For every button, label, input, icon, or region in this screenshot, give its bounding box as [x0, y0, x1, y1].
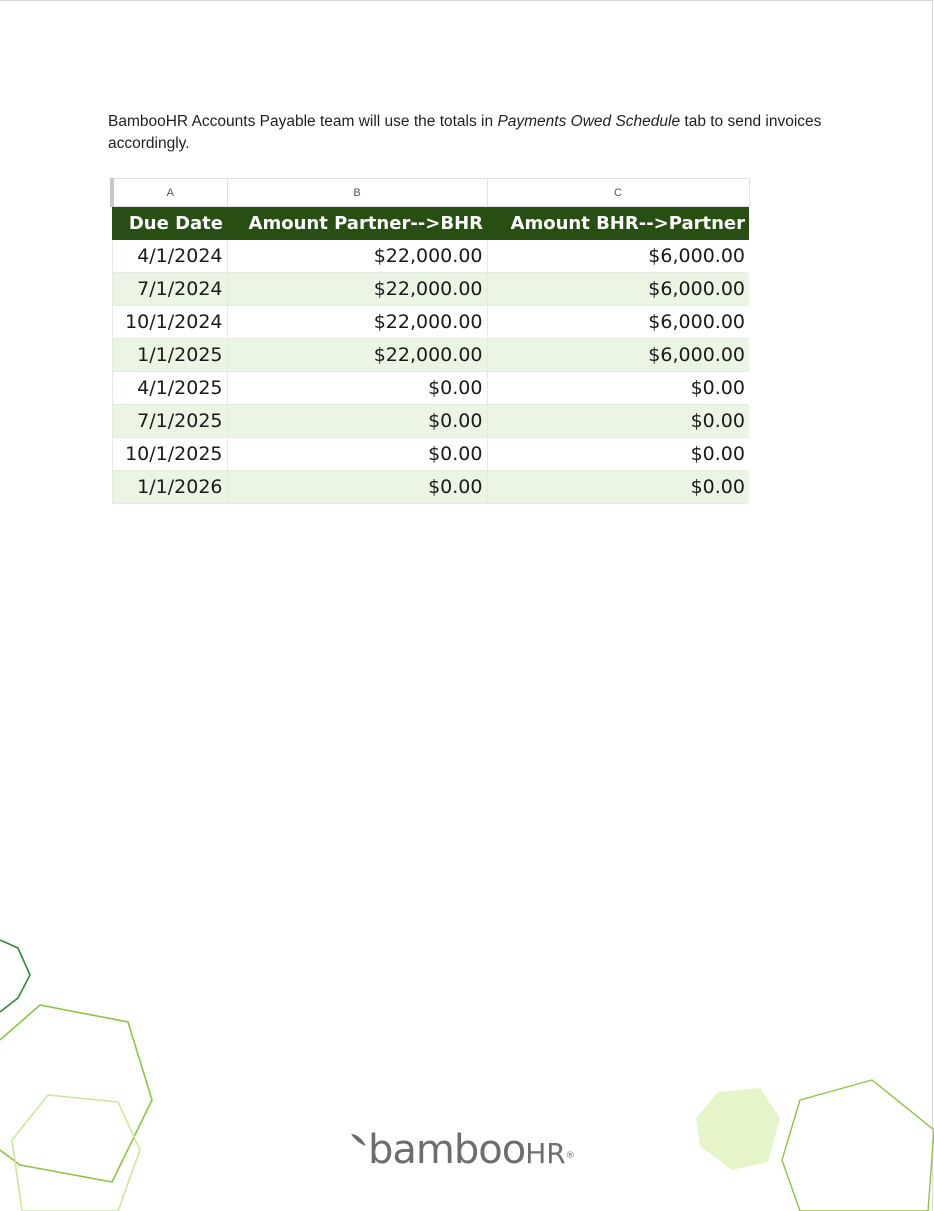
due-date-cell: 1/1/2025 [112, 339, 227, 372]
table-row [112, 372, 749, 405]
due-date-cell: 7/1/2024 [112, 273, 227, 306]
logo-registered-mark: ® [565, 1151, 574, 1161]
amount-bhr-to-partner-cell: $0.00 [487, 372, 749, 405]
column-letter-a: A [112, 179, 227, 207]
logo-word: bamboo [368, 1127, 526, 1173]
table-row [112, 438, 749, 471]
table-row [112, 471, 749, 504]
due-date-cell: 1/1/2026 [112, 471, 227, 504]
due-date-cell: 4/1/2024 [112, 240, 227, 273]
header-due-date: Due Date [112, 207, 227, 241]
header-amount-partner-to-bhr: Amount Partner-->BHR [227, 207, 487, 241]
table-row [112, 306, 749, 339]
due-date-cell: 4/1/2025 [112, 372, 227, 405]
amount-bhr-to-partner-cell: $0.00 [487, 471, 749, 504]
due-date-cell: 10/1/2025 [112, 438, 227, 471]
hexagon-filled-pale [696, 1088, 780, 1170]
amount-bhr-to-partner-cell: $6,000.00 [487, 306, 749, 339]
amount-bhr-to-partner-cell: $0.00 [487, 438, 749, 471]
intro-text-after: tab to send invoices accordingly. [108, 113, 822, 152]
intro-paragraph [108, 111, 848, 155]
amount-partner-to-bhr-cell: $0.00 [227, 405, 487, 438]
table-row [112, 273, 749, 306]
hexagon-outline-lime [0, 1005, 152, 1182]
bamboohr-logo [350, 1128, 590, 1172]
amount-bhr-to-partner-cell: $6,000.00 [487, 273, 749, 306]
amount-partner-to-bhr-cell: $22,000.00 [227, 306, 487, 339]
column-letter-b: B [227, 179, 487, 207]
amount-partner-to-bhr-cell: $22,000.00 [227, 273, 487, 306]
amount-partner-to-bhr-cell: $0.00 [227, 438, 487, 471]
column-letter-c: C [487, 179, 749, 207]
intro-tab-name: Payments Owed Schedule [497, 113, 681, 130]
amount-bhr-to-partner-cell: $6,000.00 [487, 339, 749, 372]
hexagon-outline-pale-lime [12, 1095, 140, 1211]
table-row [112, 240, 749, 273]
table-row [112, 405, 749, 438]
hexagon-outline-dark-green [0, 940, 30, 1012]
intro-text-before: BambooHR Accounts Payable team will use the totals in [108, 113, 498, 130]
amount-bhr-to-partner-cell: $0.00 [487, 405, 749, 438]
amount-partner-to-bhr-cell: $0.00 [227, 471, 487, 504]
amount-partner-to-bhr-cell: $0.00 [227, 372, 487, 405]
amount-bhr-to-partner-cell: $6,000.00 [487, 240, 749, 273]
header-row [112, 207, 749, 241]
table-row [112, 339, 749, 372]
amount-partner-to-bhr-cell: $22,000.00 [227, 240, 487, 273]
spreadsheet-table [110, 178, 747, 504]
column-letter-row [112, 179, 749, 207]
amount-partner-to-bhr-cell: $22,000.00 [227, 339, 487, 372]
due-date-cell: 10/1/2024 [112, 306, 227, 339]
logo-wordmark [368, 1128, 574, 1176]
logo-suffix: HR [525, 1137, 566, 1170]
hexagon-outline-right [782, 1080, 934, 1211]
due-date-cell: 7/1/2025 [112, 405, 227, 438]
header-amount-bhr-to-partner: Amount BHR-->Partner [487, 207, 749, 241]
